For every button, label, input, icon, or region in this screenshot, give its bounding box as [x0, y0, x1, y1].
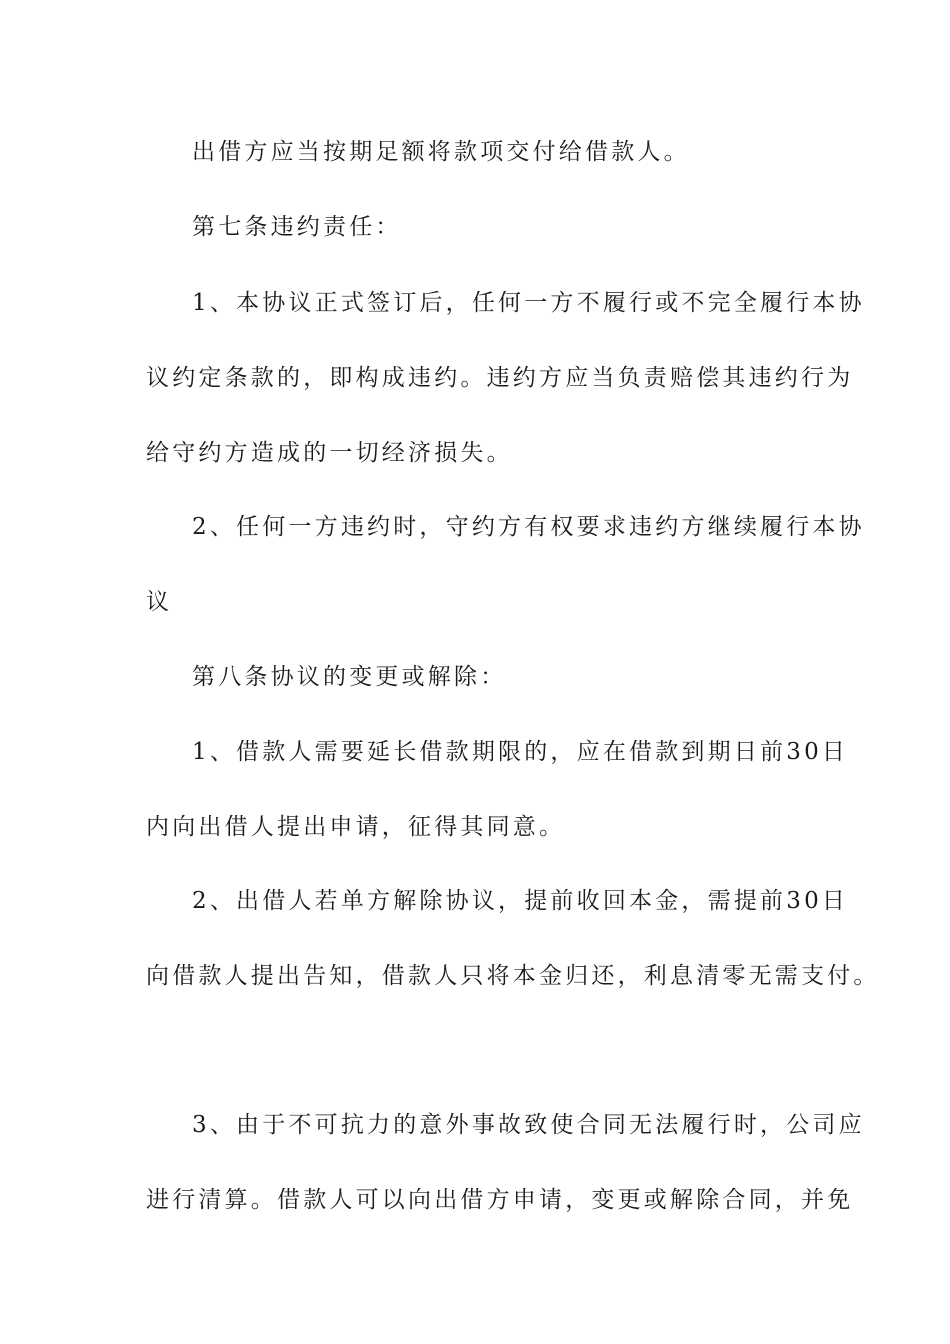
text-line: 2、任何一方违约时，守约方有权要求违约方继续履行本协 — [192, 514, 865, 540]
text-line: 议 — [146, 589, 173, 615]
text-line: 给守约方造成的一切经济损失。 — [146, 440, 513, 466]
text-line: 1、本协议正式签订后，任何一方不履行或不完全履行本协 — [192, 290, 865, 316]
text-line: 出借方应当按期足额将款项交付给借款人。 — [192, 139, 690, 165]
text-line: 进行清算。借款人可以向出借方申请，变更或解除合同，并免 — [146, 1187, 854, 1213]
text-line: 3、由于不可抗力的意外事故致使合同无法履行时，公司应 — [192, 1112, 865, 1138]
text-line: 议约定条款的，即构成违约。违约方应当负责赔偿其违约行为 — [146, 365, 854, 391]
text-line: 向借款人提出告知，借款人只将本金归还，利息清零无需支付。 — [146, 963, 880, 989]
text-line: 1、借款人需要延长借款期限的，应在借款到期日前30日 — [192, 739, 849, 765]
text-line: 内向出借人提出申请，征得其同意。 — [146, 814, 566, 840]
text-line: 2、出借人若单方解除协议，提前收回本金，需提前30日 — [192, 888, 849, 914]
section-heading-7: 第七条违约责任： — [192, 214, 402, 240]
section-heading-8: 第八条协议的变更或解除： — [192, 664, 507, 690]
